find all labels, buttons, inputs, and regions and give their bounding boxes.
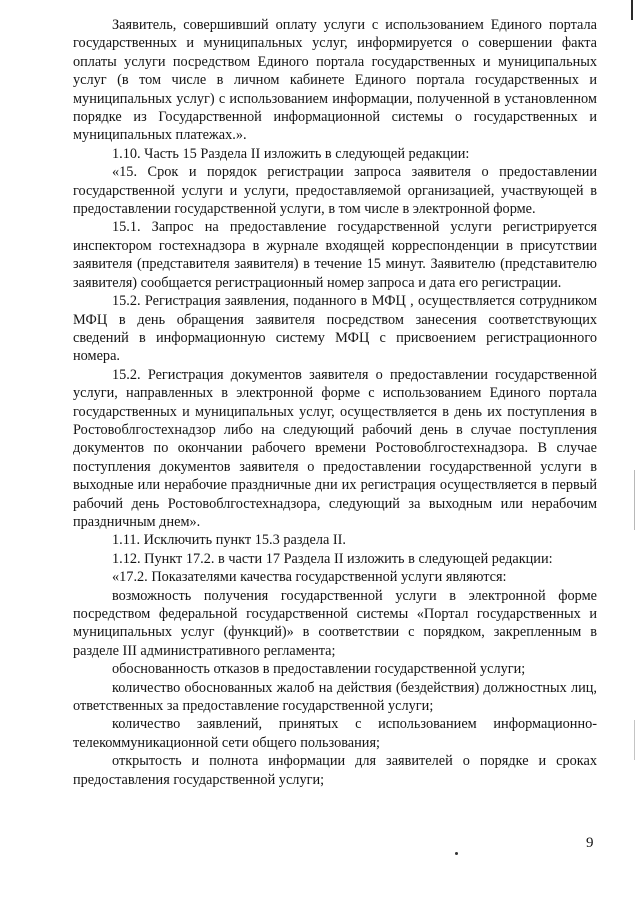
paragraph-15-2-electronic: 15.2. Регистрация документов заявителя о предоставлении государственной услуги, направленных в электронной форме с использованием Единого портала государственных и муниципальных услуг, осуществляется в день их поступления в Ростовоблгостехнадзор либо на следующий рабочий день в случае поступления документов по окончании рабочего времени Ростовоблгостехнадзора. В случае поступления документов заявителя о предоставлении государственной услуги в выходные или нерабочие праздничные дни их регистрация осуществляется в первый рабочий день Ростовоблгостехнадзора, следующий за выходным или нерабочим праздничным днем». — [73, 366, 597, 530]
scan-speck — [455, 852, 458, 855]
paragraph-quality-electronic: возможность получения государственной услуги в электронной форме посредством федеральной государственной системы «Портал государственных и муниципальных услуг (функций)» в соответствии с порядком, закрепленным в разделе III административного регламента; — [73, 587, 597, 659]
scan-margin-mark — [631, 0, 633, 20]
paragraph-item-1-12: 1.12. Пункт 17.2. в части 17 Раздела II изложить в следующей редакции: — [112, 550, 553, 567]
scan-margin-line — [634, 470, 635, 530]
paragraph-quality-complaints: количество обоснованных жалоб на действия (бездействия) должностных лиц, ответственных за предоставление государственной услуги; — [73, 679, 597, 715]
paragraph-quality-openness: открытость и полнота информации для заявителей о порядке и сроках предоставления государственной услуги; — [73, 753, 597, 788]
document-body — [73, 16, 597, 789]
paragraph-item-1-11: 1.11. Исключить пункт 15.3 раздела II. — [112, 532, 346, 549]
paragraph-17-2: «17.2. Показателями качества государственной услуги являются: — [112, 569, 507, 586]
scan-margin-line — [634, 720, 635, 760]
paragraph-payment-info: Заявитель, совершивший оплату услуги с использованием Единого портала государственных и муниципальных услуг, информируется о совершении факта оплаты услуги посредством Единого портала государственных и муниципальных услуг (в том числе в личном кабинете Единого портала государственных и муниципальных услуг) с использованием информации, полученной в установленном порядке из Государственной информационной системы о государственных и муниципальных платежах.». — [73, 17, 597, 144]
paragraph-item-1-10: 1.10. Часть 15 Раздела II изложить в следующей редакции: — [112, 145, 470, 162]
paragraph-quality-applications: количество заявлений, принятых с использованием информационно-телекоммуникационной сети общего пользования; — [73, 716, 597, 751]
page-number: 9 — [586, 835, 594, 851]
paragraph-quality-refusals: обоснованность отказов в предоставлении государственной услуги; — [112, 661, 526, 678]
paragraph-15-2-mfc: 15.2. Регистрация заявления, поданного в МФЦ , осуществляется сотрудником МФЦ в день обращения заявителя посредством занесения соответствующих сведений в информационную систему МФЦ с присвоением регистрационного номера. — [73, 293, 597, 365]
paragraph-15-1: 15.1. Запрос на предоставление государственной услуги регистрируется инспектором гостехнадзора в журнале входящей корреспонденции в присутствии заявителя (представителя заявителя) в течение 15 минут. Заявителю (представителю заявителя) сообщается регистрационный номер запроса и дата его регистрации. — [73, 219, 597, 291]
paragraph-section-15: «15. Срок и порядок регистрации запроса заявителя о предоставлении государственной услуги и услуги, предоставляемой организацией, участвующей в предоставлении государственной услуги, в том числе в электронной форме. — [73, 164, 597, 218]
